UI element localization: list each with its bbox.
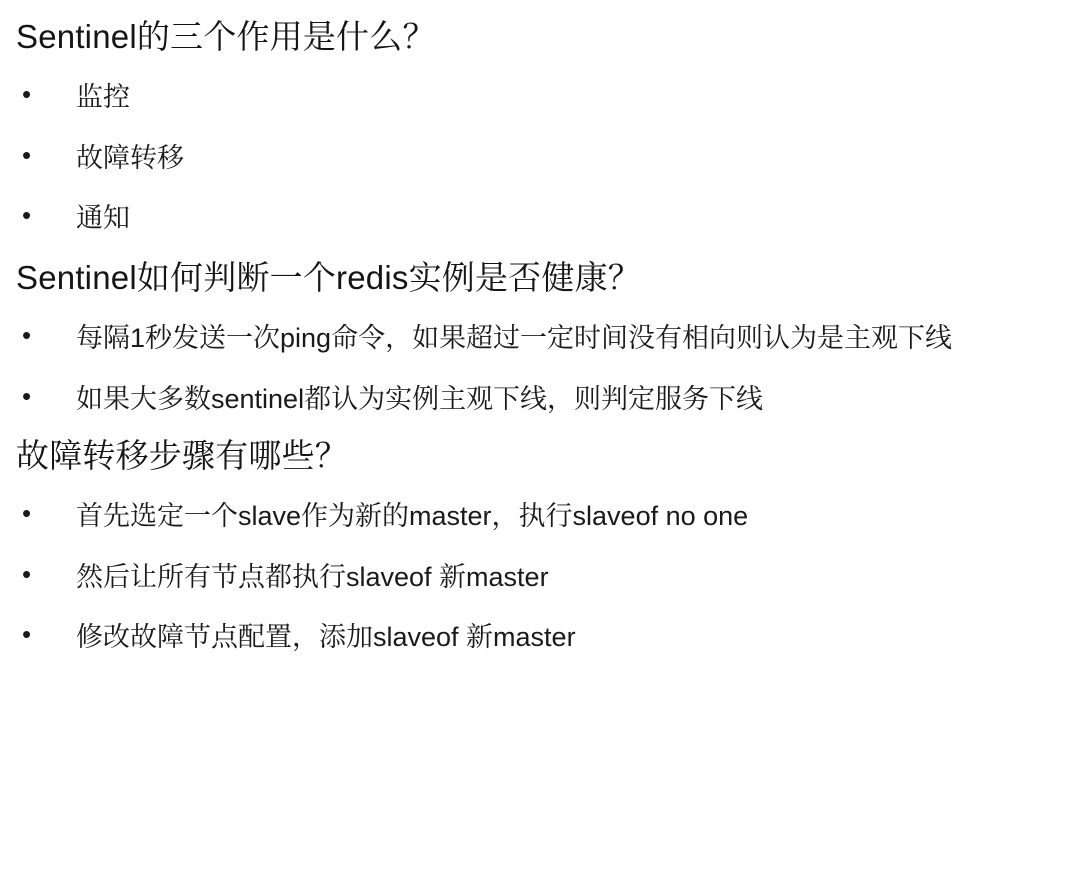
section-failover-steps — [16, 419, 1059, 658]
list-item: • 如果大多数sentinel都认为实例主观下线，则判定服务下线 — [16, 379, 1059, 420]
section-health-check — [16, 239, 1059, 419]
bullet-list-health-check — [16, 318, 1059, 419]
list-item: • 修改故障节点配置，添加slaveof 新master — [16, 617, 1059, 658]
list-item: • 然后让所有节点都执行slaveof 新master — [16, 557, 1059, 598]
page-title: Sentinel的三个作用是什么？ — [16, 18, 436, 55]
section-sentinel-roles — [16, 10, 1059, 239]
section-heading-failover-steps: 故障转移步骤有哪些？ — [16, 437, 348, 474]
list-item: • 通知 — [16, 198, 1059, 239]
list-item: • 故障转移 — [16, 138, 1059, 179]
bullet-list-sentinel-roles — [16, 77, 1059, 239]
list-item: • 首先选定一个slave作为新的master，执行slaveof no one — [16, 496, 1059, 537]
list-item: • 每隔1秒发送一次ping命令，如果超过一定时间没有相向则认为是主观下线 — [16, 318, 1059, 359]
section-heading-health-check: Sentinel如何判断一个redis实例是否健康？ — [16, 258, 641, 296]
list-item: • 监控 — [16, 77, 1059, 118]
bullet-list-failover-steps — [16, 496, 1059, 658]
